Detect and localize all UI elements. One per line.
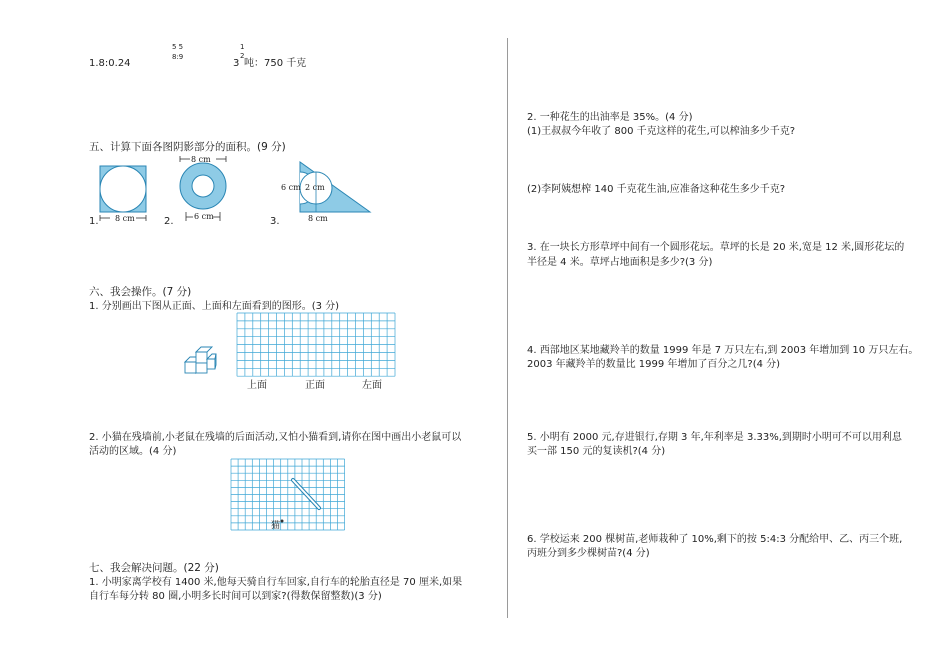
figure-3-number: 3. <box>270 216 280 227</box>
right-question-2a: (1)王叔叔今年收了 800 千克这样的花生,可以榨油多少千克? <box>527 126 796 137</box>
ratio-2-bottom: 8:9 <box>172 53 184 61</box>
figure-3-left-label: 6 cm <box>281 183 301 192</box>
section-7-question-1-line-1: 1. 小明家离学校有 1400 米,他每天骑自行车回家,自行车的轮胎直径是 70 厘米,如果 <box>89 577 463 588</box>
section-6-title: 六、我会操作。(7 分) <box>89 286 192 298</box>
right-question-2: 2. 一种花生的出油率是 35%。(4 分) <box>527 112 693 123</box>
right-question-4-line-1: 4. 西部地区某地藏羚羊的数量 1999 年是 7 万只左右,到 2003 年增加到 10 万只左右。 <box>527 345 919 356</box>
figure-2-bottom-label: 6 cm <box>194 212 214 221</box>
right-question-6-line-2: 丙班分到多少棵树苗?(4 分) <box>527 548 650 559</box>
right-question-5-line-2: 买一部 150 元的复读机?(4 分) <box>527 446 666 457</box>
drawing-grid-views[interactable] <box>237 313 397 381</box>
column-divider <box>507 38 508 618</box>
view-label-front: 正面 <box>305 380 325 391</box>
section-5-title: 五、计算下面各图阴影部分的面积。(9 分) <box>89 141 286 153</box>
section-6-question-1: 1. 分别画出下图从正面、上面和左面看到的图形。(3 分) <box>89 301 340 312</box>
figure-2-top-label: 8 cm <box>191 155 211 164</box>
section-7-title: 七、我会解决问题。(22 分) <box>89 562 219 574</box>
figure-3-bottom-label: 8 cm <box>308 214 328 223</box>
ratio-3-frac-num: 1 <box>240 43 245 51</box>
right-question-6-line-1: 6. 学校运来 200 棵树苗,老师栽种了 10%,剩下的按 5:4:3 分配给甲、乙、丙三个班, <box>527 534 903 545</box>
figure-1-number: 1. <box>89 216 99 227</box>
right-question-2b: (2)李阿姨想榨 140 千克花生油,应准备这种花生多少千克? <box>527 184 786 195</box>
view-label-left: 左面 <box>362 380 382 391</box>
right-question-3-line-2: 半径是 4 米。草坪占地面积是多少?(3 分) <box>527 257 713 268</box>
section-6-question-2-line-2: 活动的区域。(4 分) <box>89 446 177 457</box>
figure-1-label: 8 cm <box>115 214 135 223</box>
right-question-3-line-1: 3. 在一块长方形草坪中间有一个圆形花坛。草坪的长是 20 米,宽是 12 米,圆形花坛的 <box>527 242 905 253</box>
ratio-1: 1.8:0.24 <box>89 58 131 69</box>
figure-3-inner-label: 2 cm <box>305 183 325 192</box>
cat-mouse-grid[interactable] <box>231 459 346 531</box>
cube-stack-figure <box>182 342 222 376</box>
figure-2-number: 2. <box>164 216 174 227</box>
ratio-3-frac-den: 2 <box>240 52 245 60</box>
section-6-question-2-line-1: 2. 小猫在残墙前,小老鼠在残墙的后面活动,又怕小猫看到,请你在图中画出小老鼠可以 <box>89 432 462 443</box>
ratio-2-top: 5 5 <box>172 43 184 51</box>
right-question-5-line-1: 5. 小明有 2000 元,存进银行,存期 3 年,年利率是 3.33%,到期时小明可不可以用利息 <box>527 432 902 443</box>
view-label-top: 上面 <box>247 380 267 391</box>
ratio-3-whole: 3 <box>233 58 240 69</box>
cat-label: 猫 <box>271 521 281 531</box>
section-7-question-1-line-2: 自行车每分转 80 圈,小明多长时间可以到家?(得数保留整数)(3 分) <box>89 591 382 602</box>
right-question-4-line-2: 2003 年藏羚羊的数量比 1999 年增加了百分之几?(4 分) <box>527 359 781 370</box>
ratio-3-rest: 吨：750 千克 <box>244 58 307 69</box>
